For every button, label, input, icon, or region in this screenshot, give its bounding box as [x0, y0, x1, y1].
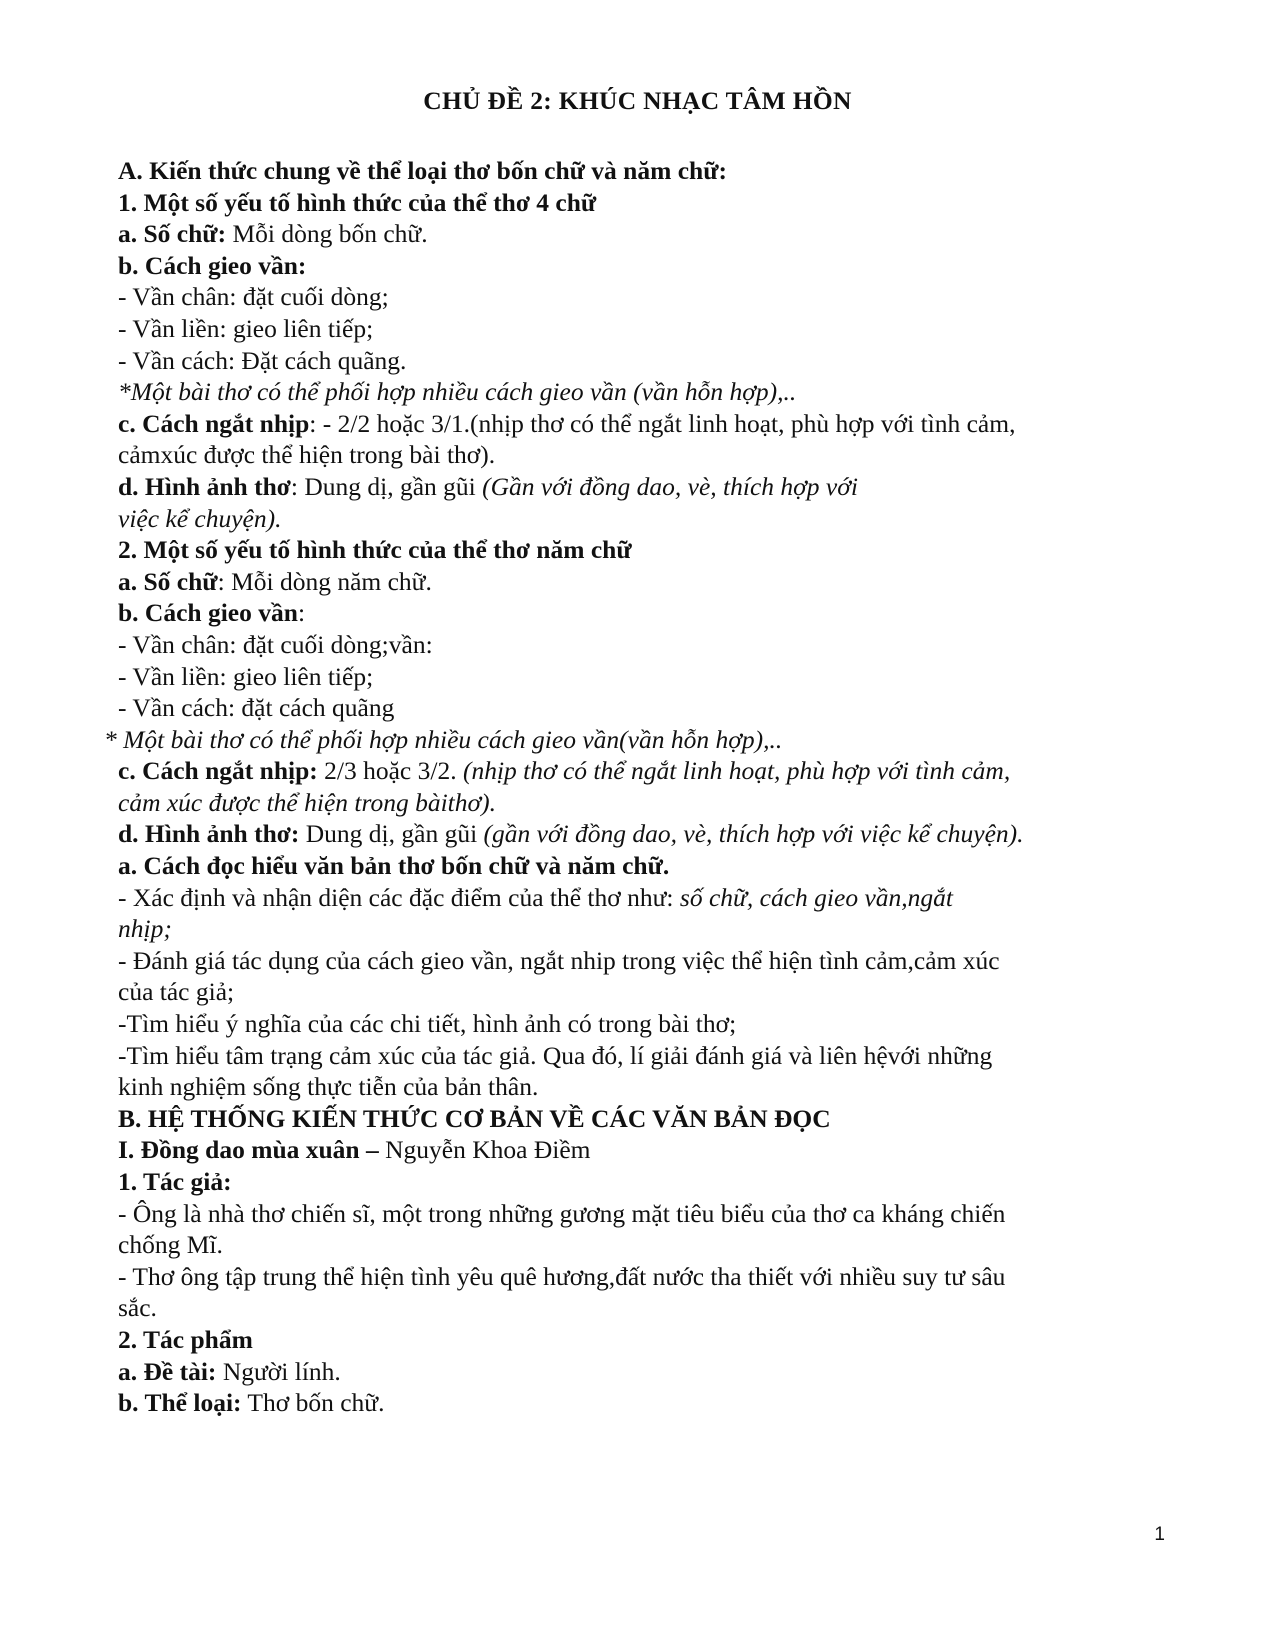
text-line	[118, 1356, 1168, 1388]
italic-text: số chữ, cách gieo vần,ngắt	[679, 882, 953, 912]
text-line: -Tìm hiểu ý nghĩa của các chi tiết, hình ảnh có trong bài thơ;	[118, 1009, 737, 1039]
page-number: 1	[1154, 1524, 1165, 1545]
text-line: - Ông là nhà thơ chiến sĩ, một trong những gương mặt tiêu biểu của thơ ca kháng chiến	[118, 1198, 1006, 1228]
note-line: *Một bài thơ có thể phối hợp nhiều cách gieo vần (vần hỗn hợp),..	[118, 377, 797, 407]
label: d. Hình ảnh thơ	[118, 471, 291, 501]
document-title: CHỦ ĐỀ 2: KHÚC NHẠC TÂM HỒN	[423, 86, 852, 115]
label: c. Cách ngắt nhịp:	[118, 756, 318, 786]
text-line: - Vần chân: đặt cuối dòng;vần:	[118, 629, 433, 659]
text-line: chống Mĩ.	[118, 1230, 223, 1260]
note-line: * Một bài thơ có thể phối hợp nhiều cách gieo vần(vần hỗn hợp),..	[104, 724, 783, 754]
text-line	[118, 218, 1168, 250]
text: : - 2/2 hoặc 3/1.(nhịp thơ có thể ngắt linh hoạt, phù hợp với tình cảm,	[309, 408, 1016, 438]
text-line: việc kể chuyện).	[118, 503, 282, 533]
text-line: cảm xúc được thể hiện trong bàithơ).	[118, 787, 496, 817]
text-line: sắc.	[118, 1293, 157, 1323]
text-line: - Vần chân: đặt cuối dòng;	[118, 282, 389, 312]
text-line: - Đánh giá tác dụng của cách gieo vần, ngắt nhip trong việc thể hiện tình cảm,cảm xúc	[118, 945, 1000, 975]
italic-text: (gần với đồng dao, vè, thích hợp với việc kể chuyện).	[483, 819, 1024, 849]
text-line	[118, 1134, 1168, 1166]
text: :	[297, 598, 306, 628]
subheading-author: 1. Tác giả:	[118, 1167, 232, 1196]
text-line: - Vần cách: đặt cách quãng	[118, 693, 395, 723]
text: 2/3 hoặc 3/2.	[317, 756, 463, 786]
text: Thơ bốn chữ.	[241, 1388, 385, 1418]
subheading-five-word-poem: 2. Một số yếu tố hình thức của thể thơ năm chữ	[118, 535, 632, 565]
label: b. Cách gieo vần	[118, 598, 298, 628]
label: a. Đề tài:	[118, 1356, 217, 1386]
text-line: nhịp;	[118, 914, 172, 944]
text-line: - Vần liền: gieo liên tiếp;	[118, 313, 374, 343]
text: - Xác định và nhận diện các đặc điểm của thể thơ như:	[118, 882, 680, 912]
label: a. Số chữ:	[118, 219, 227, 249]
text-line	[118, 755, 1168, 787]
label: c. Cách ngắt nhịp	[118, 408, 310, 438]
italic-text: (nhịp thơ có thể ngắt linh hoạt, phù hợp với tình cảm,	[462, 756, 1011, 786]
label: I. Đồng dao mùa xuân –	[118, 1135, 379, 1165]
text-line: của tác giả;	[118, 977, 235, 1007]
section-heading-a: A. Kiến thức chung về thể loại thơ bốn chữ và năm chữ:	[118, 156, 728, 185]
text-line: -Tìm hiểu tâm trạng cảm xúc của tác giả. Qua đó, lí giải đánh giá và liên hệvới những	[118, 1040, 993, 1070]
text-line	[118, 566, 1168, 598]
label: a. Số chữ	[118, 566, 218, 596]
text: Dung dị, gần gũi	[299, 819, 484, 849]
text-line: - Vần cách: Đặt cách quãng.	[118, 345, 407, 375]
text-line: b. Cách gieo vần:	[118, 250, 307, 280]
text-line	[118, 471, 1168, 503]
text: Người lính.	[216, 1356, 341, 1386]
text-line	[118, 1387, 1168, 1419]
text-line: kinh nghiệm sống thực tiễn của bản thân.	[118, 1072, 539, 1102]
text: : Mỗi dòng năm chữ.	[217, 566, 432, 596]
text: : Dung dị, gần gũi	[290, 471, 483, 501]
italic-text: (Gần với đồng dao, vè, thích hợp với	[482, 471, 858, 501]
text-line: - Thơ ông tập trung thể hiện tình yêu quê hương,đất nước tha thiết với nhiều suy tư sâu	[118, 1261, 1006, 1291]
subheading-work: 2. Tác phẩm	[118, 1324, 253, 1354]
text-line	[118, 818, 1168, 850]
text: Nguyễn Khoa Điềm	[378, 1135, 591, 1165]
text: Mỗi dòng bốn chữ.	[226, 219, 428, 249]
text-line: - Vần liền: gieo liên tiếp;	[118, 661, 374, 691]
text-line	[118, 882, 1168, 914]
label: d. Hình ảnh thơ:	[118, 819, 300, 849]
text-line	[118, 408, 1168, 440]
section-heading-b: B. HỆ THỐNG KIẾN THỨC CƠ BẢN VỀ CÁC VĂN BẢN ĐỌC	[118, 1103, 831, 1133]
document-body	[104, 155, 1168, 1419]
label: b. Thể loại:	[118, 1388, 242, 1418]
text-line	[118, 597, 1168, 629]
subheading-four-word-poem: 1. Một số yếu tố hình thức của thể thơ 4 chữ	[118, 187, 597, 217]
text-line: cảmxúc được thể hiện trong bài thơ).	[118, 440, 496, 470]
subheading-reading-method: a. Cách đọc hiểu văn bản thơ bốn chữ và năm chữ.	[118, 851, 670, 881]
